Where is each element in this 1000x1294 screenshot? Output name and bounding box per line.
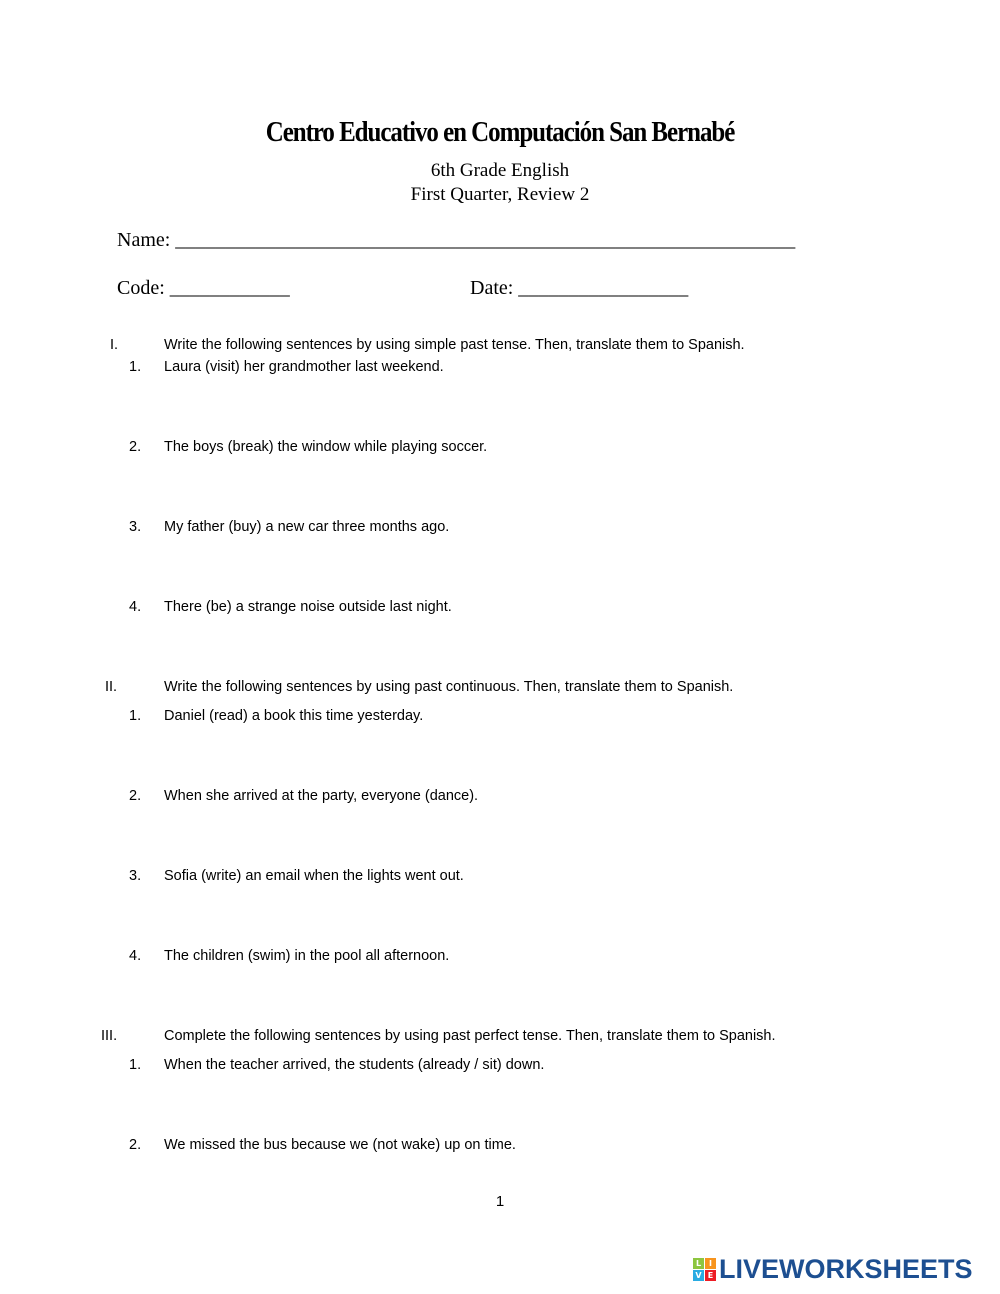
- item-number: 4.: [129, 599, 142, 615]
- item-sentence: The children (swim) in the pool all afternoon.: [164, 948, 450, 964]
- code-field[interactable]: Code: ____________: [117, 277, 290, 299]
- item-sentence: There (be) a strange noise outside last night.: [164, 599, 452, 615]
- logo-block: V: [693, 1270, 704, 1281]
- item-sentence: Sofia (write) an email when the lights went out.: [164, 868, 464, 884]
- item-number: 2.: [129, 788, 142, 804]
- item-number: 1.: [129, 708, 142, 724]
- review-subtitle: First Quarter, Review 2: [410, 184, 590, 205]
- item-number: 4.: [129, 948, 142, 964]
- section-numeral: II.: [105, 679, 118, 695]
- name-field[interactable]: Name: ______________________________________________________________: [117, 229, 796, 251]
- item-sentence: Daniel (read) a book this time yesterday.: [164, 708, 424, 724]
- logo-block: E: [705, 1270, 716, 1281]
- section-numeral: III.: [101, 1028, 118, 1044]
- item-sentence: We missed the bus because we (not wake) up on time.: [164, 1137, 516, 1153]
- page-number: 1: [495, 1193, 505, 1210]
- item-sentence: Laura (visit) her grandmother last weekend.: [164, 359, 444, 375]
- section-numeral: I.: [110, 337, 119, 353]
- item-number: 2.: [129, 439, 142, 455]
- section-instruction: Write the following sentences by using past continuous. Then, translate them to Spanish.: [164, 679, 734, 695]
- item-sentence: The boys (break) the window while playing soccer.: [164, 439, 488, 455]
- item-number: 2.: [129, 1137, 142, 1153]
- section-instruction: Complete the following sentences by using past perfect tense. Then, translate them to Spanish.: [164, 1028, 776, 1044]
- item-sentence: When she arrived at the party, everyone (dance).: [164, 788, 479, 804]
- item-number: 1.: [129, 359, 142, 375]
- item-number: 1.: [129, 1057, 142, 1073]
- logo-blocks-icon: [693, 1258, 716, 1281]
- logo-block: I: [705, 1258, 716, 1269]
- school-title: Centro Educativo en Computación San Bernabé: [265, 116, 735, 148]
- date-field[interactable]: Date: _________________: [470, 277, 689, 299]
- item-number: 3.: [129, 868, 142, 884]
- item-sentence: My father (buy) a new car three months ago.: [164, 519, 450, 535]
- logo-text: LIVEWORKSHEETS: [719, 1253, 973, 1284]
- liveworksheets-logo[interactable]: [693, 1254, 973, 1284]
- item-number: 3.: [129, 519, 142, 535]
- logo-block: L: [693, 1258, 704, 1269]
- course-subtitle: 6th Grade English: [430, 160, 570, 181]
- item-sentence: When the teacher arrived, the students (already / sit) down.: [164, 1057, 545, 1073]
- section-instruction: Write the following sentences by using simple past tense. Then, translate them to Spanish.: [164, 337, 745, 353]
